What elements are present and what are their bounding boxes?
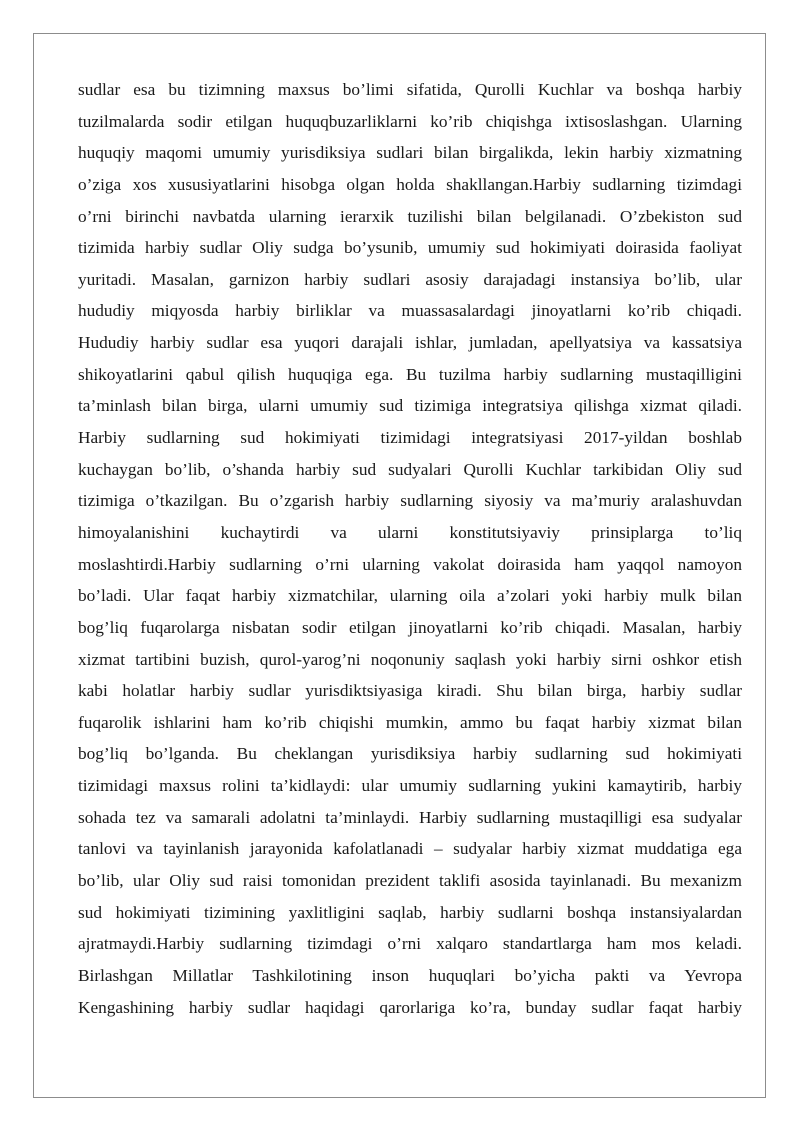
document-body: [78, 74, 742, 1023]
text-line: o’rni birinchi navbatda ularning ierarxik tuzilishi bilan belgilanadi. O’zbekiston sud: [78, 206, 742, 226]
text-line: tizimida harbiy sudlar Oliy sudga bo’ysunib, umumiy sud hokimiyati doirasida faoliyat: [78, 238, 742, 258]
text-line: tanlovi va tayinlanish jarayonida kafolatlanadi – sudyalar harbiy xizmat muddatiga ega: [78, 839, 742, 859]
text-line: bog’liq fuqarolarga nisbatan sodir etilgan jinoyatlarni ko’rib chiqadi. Masalan, harbiy: [78, 617, 742, 637]
text-line: bo’ladi. Ular faqat harbiy xizmatchilar, ularning oila a’zolari yoki harbiy mulk bilan: [78, 586, 742, 606]
text-line: bog’liq bo’lganda. Bu cheklangan yurisdiksiya harbiy sudlarning sud hokimiyati: [78, 744, 742, 764]
text-line: sudlar esa bu tizimning maxsus bo’limi sifatida, Qurolli Kuchlar va boshqa harbiy: [78, 80, 742, 99]
text-line: shikoyatlarini qabul qilish huquqiga ega. Bu tuzilma harbiy sudlarning mustaqilligini: [78, 364, 742, 384]
text-line: bo’lib, ular Oliy sud raisi tomonidan prezident taklifi asosida tayinlanadi. Bu mexanizm: [78, 871, 742, 891]
text-line: Birlashgan Millatlar Tashkilotining inson huquqlari bo’yicha pakti va Yevropa: [78, 965, 742, 985]
text-line: hududiy miqyosda harbiy birliklar va muassasalardagi jinoyatlarni ko’rib chiqadi.: [78, 301, 742, 321]
text-line: ta’minlash bilan birga, ularni umumiy sud tizimiga integratsiya qilishga xizmat qiladi.: [78, 396, 742, 416]
text-line: Hududiy harbiy sudlar esa yuqori darajali ishlar, jumladan, apellyatsiya va kassatsiya: [78, 333, 742, 353]
text-line: ajratmaydi.Harbiy sudlarning tizimdagi o’rni xalqaro standartlarga ham mos keladi.: [78, 934, 742, 954]
text-line: kuchaygan bo’lib, o’shanda harbiy sud sudyalari Qurolli Kuchlar tarkibidan Oliy sud: [78, 459, 742, 479]
text-line: tuzilmalarda sodir etilgan huquqbuzarliklarni ko’rib chiqishga ixtisoslashgan. Ularning: [78, 111, 742, 131]
text-line: himoyalanishini kuchaytirdi va ularni konstitutsiyaviy prinsiplarga to’liq: [78, 522, 742, 542]
text-line: huquqiy maqomi umumiy yurisdiksiya sudlari bilan birgalikda, lekin harbiy xizmatning: [78, 143, 742, 163]
text-line: tizimiga o’tkazilgan. Bu o’zgarish harbiy sudlarning siyosiy va ma’muriy aralashuvdan: [78, 491, 742, 511]
text-line: Kengashining harbiy sudlar haqidagi qarorlariga ko’ra, bunday sudlar faqat harbiy: [78, 997, 742, 1017]
text-line: Harbiy sudlarning sud hokimiyati tizimidagi integratsiyasi 2017-yildan boshlab: [78, 428, 742, 448]
text-line: tizimidagi maxsus rolini ta’kidlaydi: ular umumiy sudlarning yukini kamaytirib, harbiy: [78, 776, 742, 796]
text-line: sud hokimiyati tizimining yaxlitligini saqlab, harbiy sudlarni boshqa instansiyalardan: [78, 902, 742, 922]
text-line: xizmat tartibini buzish, qurol-yarog’ni noqonuniy saqlash yoki harbiy sirni oshkor etish: [78, 649, 742, 669]
text-line: sohada tez va samarali adolatni ta’minlaydi. Harbiy sudlarning mustaqilligi esa sudyalar: [78, 807, 742, 827]
text-line: o’ziga xos xususiyatlarini hisobga olgan holda shakllangan.Harbiy sudlarning tizimdagi: [78, 174, 742, 194]
text-line: kabi holatlar harbiy sudlar yurisdiktsiyasiga kiradi. Shu bilan birga, harbiy sudlar: [78, 681, 742, 701]
text-line: fuqarolik ishlarini ham ko’rib chiqishi mumkin, ammo bu faqat harbiy xizmat bilan: [78, 712, 742, 732]
text-line: moslashtirdi.Harbiy sudlarning o’rni ularning vakolat doirasida ham yaqqol namoyon: [78, 554, 742, 574]
text-line: yuritadi. Masalan, garnizon harbiy sudlari asosiy darajadagi instansiya bo’lib, ular: [78, 269, 742, 289]
